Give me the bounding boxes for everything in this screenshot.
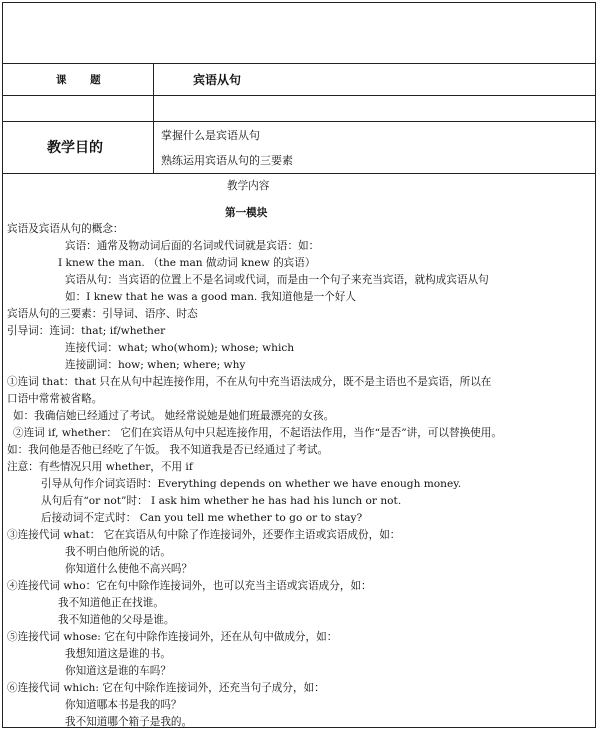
topic-value: 宾语从句 xyxy=(193,73,242,87)
content-line: 我想知道这是谁的书。 xyxy=(65,648,171,660)
content-line: 注意：有些情况只用 whether，不用 if xyxy=(7,461,193,473)
content-line: 你知道什么使他不高兴吗？ xyxy=(65,563,193,575)
content-line: 后接动词不定式时： Can you tell me whether to go or to stay? xyxy=(41,512,363,524)
purpose-item: 掌握什么是宾语从句 xyxy=(161,129,260,142)
content-line: ⑥连接代词 which: 它在句中除作连接词外，还充当句子成分，如： xyxy=(7,682,325,694)
row-divider xyxy=(3,63,595,64)
module-title: 第一模块 xyxy=(225,207,268,219)
column-divider xyxy=(153,63,154,173)
content-line: 我不知道他正在找谁。 xyxy=(58,597,164,609)
content-line: 我不知道哪个箱子是我的。 xyxy=(65,716,193,728)
row-divider xyxy=(3,173,595,174)
content-line: 连接代词：what; who(whom); whose; which xyxy=(65,342,295,354)
content-line: 你知道这是谁的车吗？ xyxy=(65,665,171,677)
content-line: 宾语从句的三要素：引导词、语序、时态 xyxy=(7,308,198,320)
content-line: ①连词 that：that 只在从句中起连接作用，不在从句中充当语法成分，既不是主语也不是宾语，所以在 xyxy=(7,376,492,388)
purpose-label: 教学目的 xyxy=(47,140,103,156)
content-line: 如：我确信她已经通过了考试。 她经常说她是她们班最漂亮的女孩。 xyxy=(13,410,335,422)
content-line: ②连词 if, whether： 它们在宾语从句中只起连接作用，不起语法作用，当作“是否”讲，可以替换使用。 xyxy=(13,427,502,439)
row-divider xyxy=(3,121,595,122)
section-title: 教学内容 xyxy=(227,180,270,192)
purpose-item: 熟练运用宾语从句的三要素 xyxy=(161,154,293,167)
row-divider xyxy=(3,95,595,96)
content-line: 引导从句作介词宾语时：Everything depends on whether we have enough money. xyxy=(41,478,462,490)
content-line: 口语中常常被省略。 xyxy=(7,393,103,405)
content-line: 我不明白他所说的话。 xyxy=(65,546,171,558)
topic-label: 课 题 xyxy=(56,74,111,86)
content-line: 我不知道他的父母是谁。 xyxy=(58,614,175,626)
content-line: 宾语从句：当宾语的位置上不是名词或代词，而是由一个句子来充当宾语，就构成宾语从句 xyxy=(65,274,489,286)
content-line: 如：我问他是否他已经吃了午饭。 我不知道我是否已经通过了考试。 xyxy=(7,444,329,456)
lesson-plan-table xyxy=(2,2,596,728)
content-line: ③连接代词 what： 它在宾语从句中除了作连接词外，还要作主语或宾语成份，如： xyxy=(7,529,401,541)
content-line: 如：I knew that he was a good man. 我知道他是一个好人 xyxy=(65,291,356,303)
content-line: 宾语：通常及物动词后面的名词或代词就是宾语：如： xyxy=(65,240,320,252)
content-line: 你知道哪本书是我的吗？ xyxy=(65,699,182,711)
content-line: 引导词：连词：that; if/whether xyxy=(7,325,166,337)
content-line: 从句后有“or not”时： I ask him whether he has had his lunch or not. xyxy=(41,495,402,507)
content-line: 连接副词：how; when; where; why xyxy=(65,359,246,371)
content-line: 宾语及宾语从句的概念： xyxy=(7,223,124,235)
content-line: ⑤连接代词 whose: 它在句中除作连接词外，还在从句中做成分，如： xyxy=(7,631,338,643)
content-line: I knew the man. （the man 做动词 knew 的宾语） xyxy=(58,257,316,269)
content-line: ④连接代词 who：它在句中除作连接词外，也可以充当主语或宾语成分，如： xyxy=(7,580,372,592)
